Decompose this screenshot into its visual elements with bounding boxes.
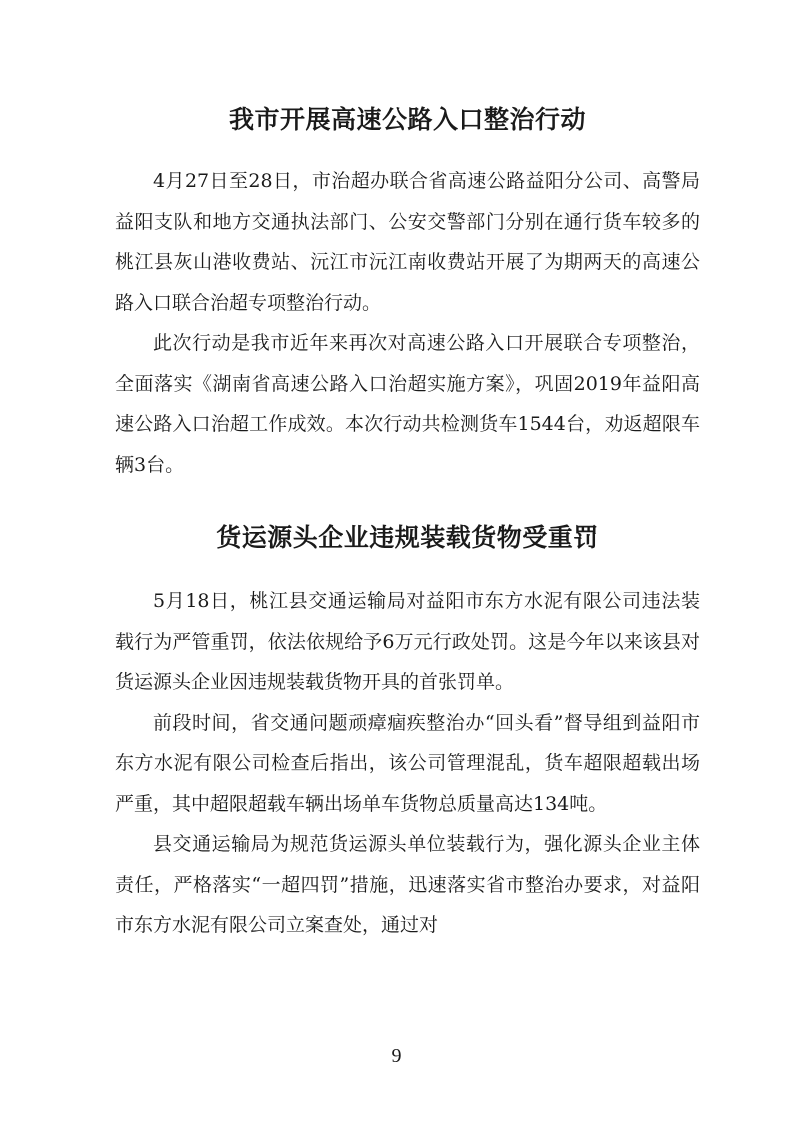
article-freight-source-penalty [115,513,700,946]
article-paragraph: 前段时间，省交通问题顽瘴痼疾整治办“回头看”督导组到益阳市东方水泥有限公司检查后指出，该公司管理混乱，货车超限超载出场严重，其中超限超载车辆出场单车货物总质量高达134吨。 [115,711,700,815]
article-paragraph: 县交通运输局为规范货运源头单位装载行为，强化源头企业主体责任，严格落实“一超四罚”措施，迅速落实省市整治办要求，对益阳市东方水泥有限公司立案查处，通过对 [115,833,700,936]
article-paragraph: 4月27日至28日，市治超办联合省高速公路益阳分公司、高警局益阳支队和地方交通执法部门、公安交警部门分别在通行货车较多的桃江县灰山港收费站、沅江市沅江南收费站开展了为期两天的高速公路入口联合治超专项整治行动。 [115,170,700,314]
article-paragraph: 5月18日，桃江县交通运输局对益阳市东方水泥有限公司违法装载行为严管重罚，依法依规给予6万元行政处罚。这是今年以来该县对货运源头企业因违规装载货物开具的首张罚单。 [115,590,700,693]
article-paragraph: 此次行动是我市近年来再次对高速公路入口开展联合专项整治，全面落实《湖南省高速公路入口治超实施方案》，巩固2019年益阳高速公路入口治超工作成效。本次行动共检测货车1544台，劝返超限车辆3台。 [115,332,700,476]
page-number: 9 [391,1045,402,1067]
article-title: 我市开展高速公路入口整治行动 [228,105,586,134]
article-title: 货运源头企业违规装载货物受重罚 [216,523,599,552]
article-highway-entrance-rectification [115,95,700,485]
